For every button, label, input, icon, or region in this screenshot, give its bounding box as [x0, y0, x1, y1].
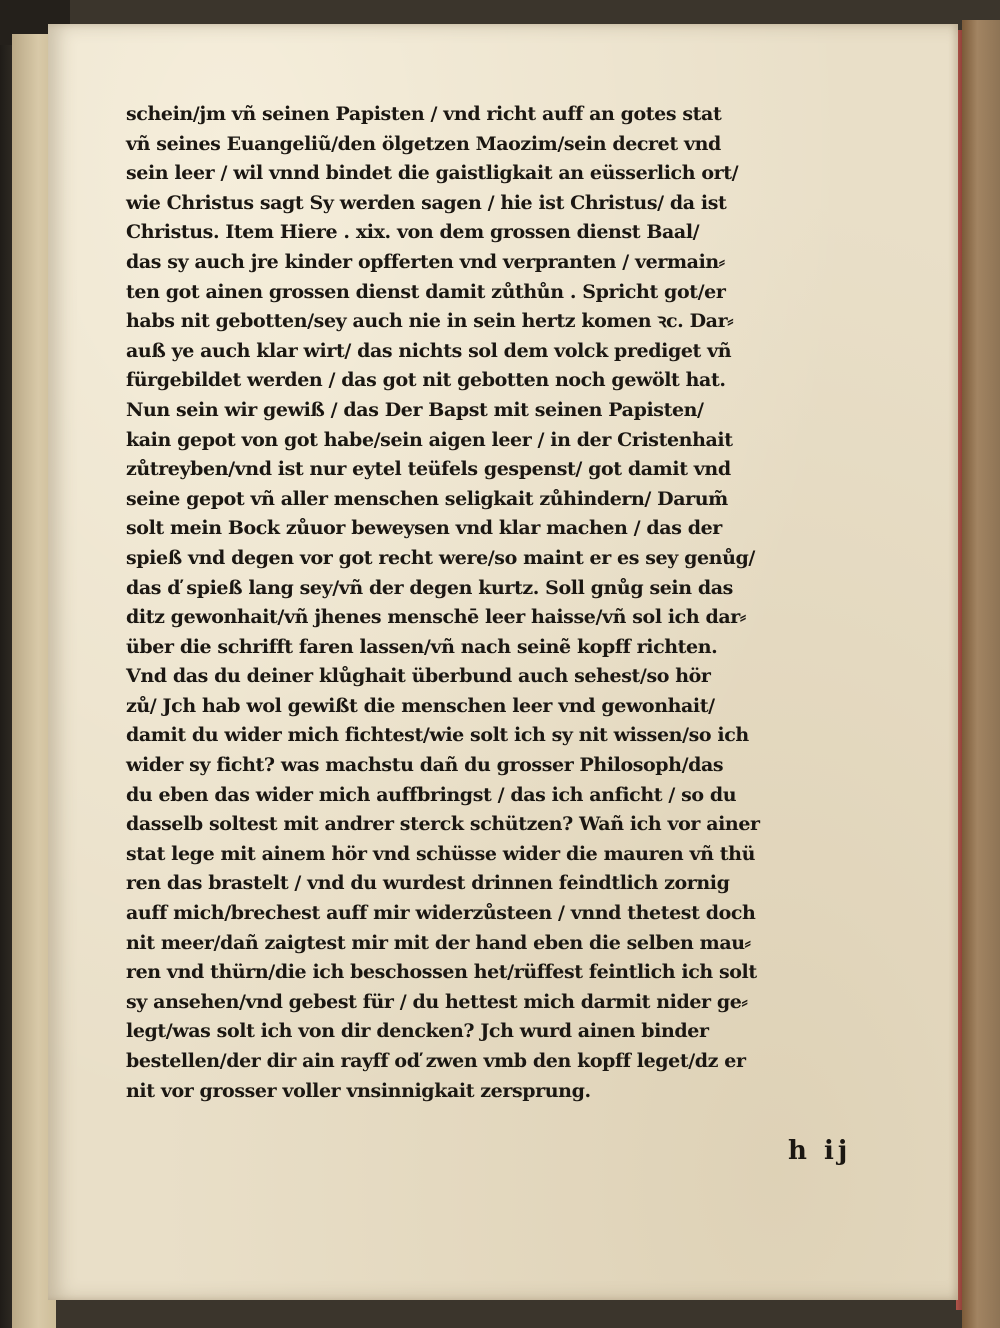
text-line: auff mich/brechest auff mir widerzůsteen / vnnd thetest doch: [126, 902, 756, 925]
text-line: ten got ainen grossen dienst damit zůthůn . Spricht got/er: [126, 280, 726, 303]
text-line: das ď spieß lang sey/vñ der degen kurtz. Soll gnůg sein das: [126, 576, 733, 599]
text-line: sy ansehen/vnd gebest für / du hettest mich darmit nider ge⸗: [126, 990, 748, 1013]
text-line: nit meer/dañ zaigtest mir mit der hand eben die selben mau⸗: [126, 931, 751, 954]
text-line: solt mein Bock zůuor beweysen vnd klar machen / das der: [126, 517, 722, 540]
text-line: sein leer / wil vnnd bindet die gaistligkait an eüsserlich ort/: [126, 162, 739, 185]
text-line: wie Christus sagt Sy werden sagen / hie ist Christus/ da ist: [126, 191, 727, 214]
text-line: Vnd das du deiner klůghait überbund auch sehest/so hör: [126, 665, 711, 688]
text-line: kain gepot von got habe/sein aigen leer / in der Cristenhait: [126, 428, 733, 451]
text-line: ren das brastelt / vnd du wurdest drinnen feindtlich zornig: [126, 872, 730, 895]
text-line: spieß vnd degen vor got recht were/so maint er es sey genůg/: [126, 546, 755, 569]
text-line: Nun sein wir gewiß / das Der Bapst mit seinen Papisten/: [126, 398, 704, 421]
text-line: auß ye auch klar wirt/ das nichts sol dem volck prediget vñ: [126, 339, 732, 362]
text-line: über die schrifft faren lassen/vñ nach seinẽ kopff richten.: [126, 635, 718, 658]
text-line: wider sy ficht? was machstu dañ du grosser Philosoph/das: [126, 754, 724, 777]
text-line: damit du wider mich fichtest/wie solt ich sy nit wissen/so ich: [126, 724, 749, 747]
text-line: habs nit gebotten/sey auch nie in sein hertz komen ꝛc. Dar⸗: [126, 310, 734, 333]
text-line: zůtreyben/vnd ist nur eytel teüfels gespenst/ got damit vnd: [126, 458, 731, 481]
text-line: zů/ Jch hab wol gewißt die menschen leer vnd gewonhait/: [126, 694, 715, 717]
book-page: [48, 24, 958, 1300]
text-line: du eben das wider mich auffbringst / das ich anficht / so du: [126, 783, 737, 806]
text-line: seine gepot vñ aller menschen seligkait zůhindern/ Darum̃: [126, 487, 728, 510]
text-block: [126, 100, 876, 1106]
text-line: nit vor grosser voller vnsinnigkait zersprung.: [126, 1079, 591, 1102]
text-line: ren vnd thürn/die ich beschossen het/rüffest feintlich ich solt: [126, 961, 757, 984]
text-line: fürgebildet werden / das got nit gebotten noch gewölt hat.: [126, 369, 726, 392]
text-line: schein/jm vñ seinen Papisten / vnd richt auff an gotes stat: [126, 103, 722, 125]
text-line: bestellen/der dir ain rayff oď zwen vmb den kopff leget/dz er: [126, 1050, 746, 1072]
signature-mark: h ij: [788, 1136, 852, 1166]
text-line: Christus. Item Hiere . xix. von dem grossen dienst Baal/: [126, 221, 700, 244]
text-line: ditz gewonhait/vñ jhenes menschē leer haisse/vñ sol ich dar⸗: [126, 606, 746, 629]
text-line: legt/was solt ich von dir dencken? Jch wurd ainen binder: [126, 1020, 709, 1043]
text-line: das sy auch jre kinder opfferten vnd verpranten / vermain⸗: [126, 250, 725, 273]
text-line: vñ seines Euangeliũ/den ölgetzen Maozim/sein decret vnd: [126, 132, 721, 155]
text-line: stat lege mit ainem hör vnd schüsse wider die mauren vñ thü: [126, 842, 755, 865]
text-line: dasselb soltest mit andrer sterck schützen? Wañ ich vor ainer: [126, 813, 760, 836]
book-cover-board: [962, 20, 1000, 1328]
